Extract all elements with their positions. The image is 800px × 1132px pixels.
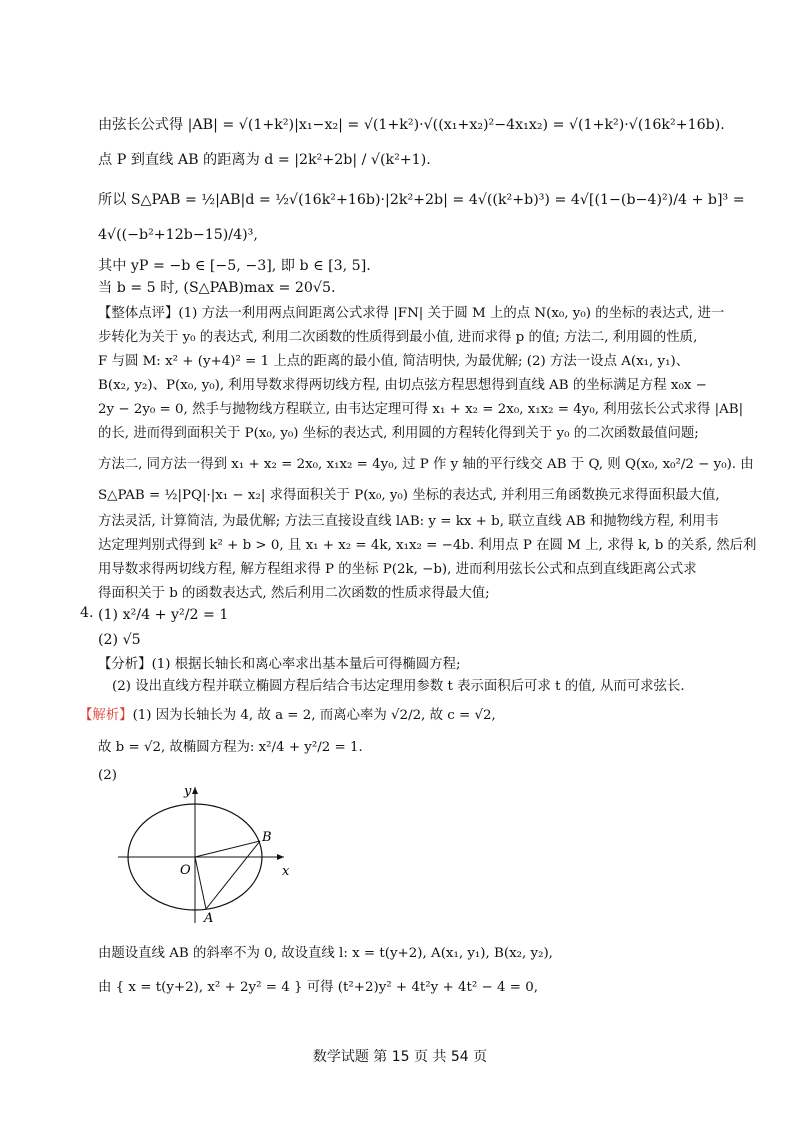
page-footer: 数学试题 第 15 页 共 54 页 — [312, 1049, 488, 1065]
review-block — [98, 304, 724, 324]
label-o: O — [180, 863, 191, 878]
answer-part-2: (2) √5 — [98, 632, 141, 648]
review-line-7: 方法二, 同方法一得到 x₁ + x₂ = 2x₀, x₁x₂ = 4y₀, 过 P 作 y 轴的平行线交 AB 于 Q, 则 Q(x₀, x₀²/2 − y₀). 由 — [98, 457, 754, 472]
review-line-12: 得面积关于 b 的函数表达式, 然后利用二次函数的性质求得最大值; — [98, 586, 490, 601]
label-y: y — [184, 784, 192, 799]
x-axis-arrow — [277, 854, 284, 860]
review-line-3: F 与圆 M: x² + (y+4)² = 1 上点的距离的最小值, 简洁明快, 为最优解; (2) 方法一设点 A(x₁, y₁)、 — [98, 354, 690, 369]
segment-oa — [195, 857, 206, 909]
review-line-10: 达定理判别式得到 k² + b > 0, 且 x₁ + x₂ = 4k, x₁x₂ = −4b. 利用点 P 在圆 M 上, 求得 k, b 的关系, 然后利 — [98, 538, 757, 553]
solution-part-2-line-2: 由 { x = t(y+2), x² + 2y² = 4 } 可得 (t²+2)y² + 4t²y + 4t² − 4 = 0, — [98, 980, 538, 995]
analysis-line-2: (2) 设出直线方程并联立椭圆方程后结合韦达定理用参数 t 表示面积后可求 t 的值, 从而可求弦长. — [112, 679, 685, 694]
label-x: x — [282, 864, 290, 879]
label-a: A — [204, 911, 214, 923]
solution-line-2: 点 P 到直线 AB 的距离为 d = |2k²+2b| / √(k²+1). — [98, 152, 431, 168]
solution-part-2-line-1: 由题设直线 AB 的斜率不为 0, 故设直线 l: x = t(y+2), A(x₁, y₁), B(x₂, y₂), — [98, 946, 553, 961]
review-line-9: 方法灵活, 计算简洁, 为最优解; 方法三直接设直线 lAB: y = kx + b, 联立直线 AB 和抛物线方程, 利用韦 — [98, 514, 719, 529]
ellipse-figure — [118, 783, 318, 923]
review-line-4: B(x₂, y₂)、P(x₀, y₀), 利用导数求得两切线方程, 由切点弦方程思想得到直线 AB 的坐标满足方程 x₀x − — [98, 378, 707, 393]
solution-part-1b: 故 b = √2, 故椭圆方程为: x²/4 + y²/2 = 1. — [98, 740, 363, 755]
solution-line-3: 所以 S△PAB = ½|AB|d = ½√(16k²+16b)·|2k²+2b| = 4√((k²+b)³) = 4√[(1−(b−4)²)/4 + b]³ = — [98, 192, 745, 208]
solution-line-6: 当 b = 5 时, (S△PAB)max = 20√5. — [98, 280, 336, 296]
solution-part-1: (1) 因为长轴长为 4, 故 a = 2, 而离心率为 √2/2, 故 c = √2, — [132, 708, 496, 723]
solution-line-4: 4√((−b²+12b−15)/4)³, — [98, 227, 258, 243]
review-line-6: 的长, 进而得到面积关于 P(x₀, y₀) 坐标的表达式, 利用圆的方程转化得到关于 y₀ 的二次函数最值问题; — [98, 426, 699, 441]
segment-ab — [206, 841, 260, 909]
review-line-2: 步转化为关于 y₀ 的表达式, 利用二次函数的性质得到最小值, 进而求得 p 的值; 方法二, 利用圆的性质, — [98, 330, 698, 345]
analysis-heading: 【分析】 — [98, 657, 152, 672]
label-b: B — [262, 830, 272, 845]
review-line-5: 2y − 2y₀ = 0, 然手与抛物线方程联立, 由韦达定理可得 x₁ + x₂ = 2x₀, x₁x₂ = 4y₀, 利用弦长公式求得 |AB| — [98, 402, 744, 417]
y-axis-arrow — [192, 787, 198, 794]
question-number: 4. — [80, 605, 94, 621]
review-line-11: 用导数求得两切线方程, 解方程组求得 P 的坐标 P(2k, −b), 进而利用弦长公式和点到直线距离公式求 — [98, 562, 697, 577]
review-heading: 【整体点评】 — [98, 306, 179, 321]
answer-part-1: (1) x²/4 + y²/2 = 1 — [98, 607, 229, 623]
solution-block — [79, 706, 496, 726]
review-line-8: S△PAB = ½|PQ|·|x₁ − x₂| 求得面积关于 P(x₀, y₀) 坐标的表达式, 并利用三角函数换元求得面积最大值, — [98, 488, 720, 503]
review-line-1: (1) 方法一利用两点间距离公式求得 |FN| 关于圆 M 上的点 N(x₀, y₀) 的坐标的表达式, 进一 — [178, 306, 725, 321]
solution-heading: 【解析】 — [79, 708, 133, 723]
solution-line-5: 其中 yP = −b ∈ [−5, −3], 即 b ∈ [3, 5]. — [98, 258, 371, 274]
analysis-line-1: (1) 根据长轴长和离心率求出基本量后可得椭圆方程; — [151, 657, 461, 672]
solution-line-1: 由弦长公式得 |AB| = √(1+k²)|x₁−x₂| = √(1+k²)·√((x₁+x₂)²−4x₁x₂) = √(1+k²)·√(16k²+16b). — [98, 117, 725, 133]
solution-part-2-label: (2) — [98, 768, 117, 783]
segment-ob — [195, 841, 260, 857]
analysis-block — [98, 655, 461, 675]
